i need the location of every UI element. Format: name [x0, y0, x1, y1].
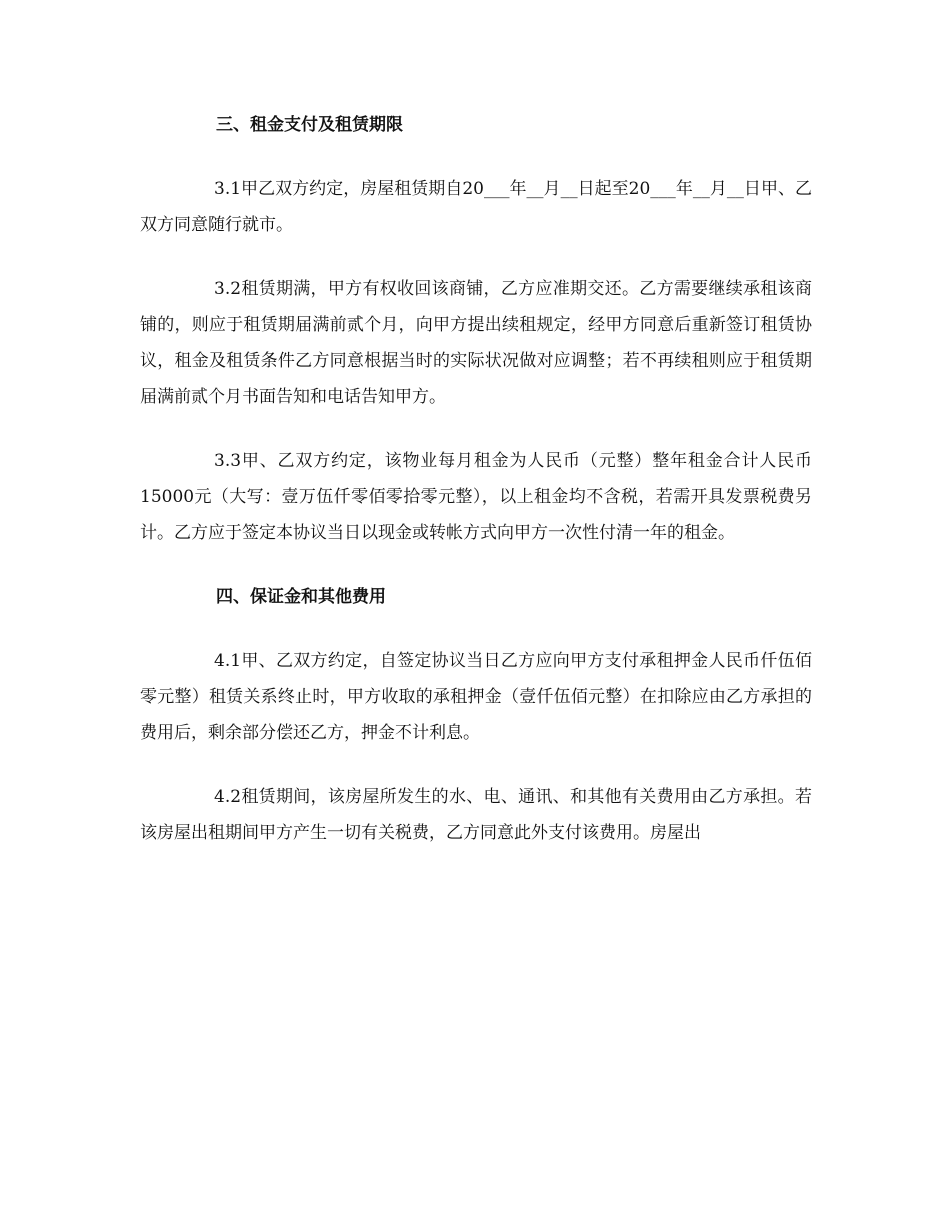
clause-3-1: 3.1甲乙双方约定，房屋租赁期自20___年__月__日起至20___年__月__日甲、乙双方同意随行就市。 [140, 179, 812, 235]
clause-3-3: 3.3甲、乙双方约定，该物业每月租金为人民币（元整）整年租金合计人民币15000元（大写：壹万伍仟零佰零拾零元整），以上租金均不含税，若需开具发票税费另计。乙方应于签定本协议当日以现金或转帐方式向甲方一次性付清一年的租金。 [140, 451, 812, 543]
clause-4-2: 4.2租赁期间，该房屋所发生的水、电、通讯、和其他有关费用由乙方承担。若该房屋出租期间甲方产生一切有关税费，乙方同意此外支付该费用。房屋出 [140, 787, 812, 843]
section-heading-deposit-fees: 四、保证金和其他费用 [216, 587, 386, 607]
clause-3-2: 3.2租赁期满，甲方有权收回该商铺，乙方应准期交还。乙方需要继续承租该商铺的，则应于租赁期届满前贰个月，向甲方提出续租规定，经甲方同意后重新签订租赁协议，租金及租赁条件乙方同意根据当时的实际状况做对应调整；若不再续租则应于租赁期届满前贰个月书面告知和电话告知甲方。 [140, 279, 812, 407]
clause-4-1: 4.1甲、乙双方约定，自签定协议当日乙方应向甲方支付承租押金人民币仟伍佰零元整）租赁关系终止时，甲方收取的承租押金（壹仟伍佰元整）在扣除应由乙方承担的费用后，剩余部分偿还乙方，押金不计利息。 [140, 651, 812, 743]
document-body [140, 107, 812, 851]
section-heading-rent-payment: 三、租金支付及租赁期限 [216, 115, 403, 135]
